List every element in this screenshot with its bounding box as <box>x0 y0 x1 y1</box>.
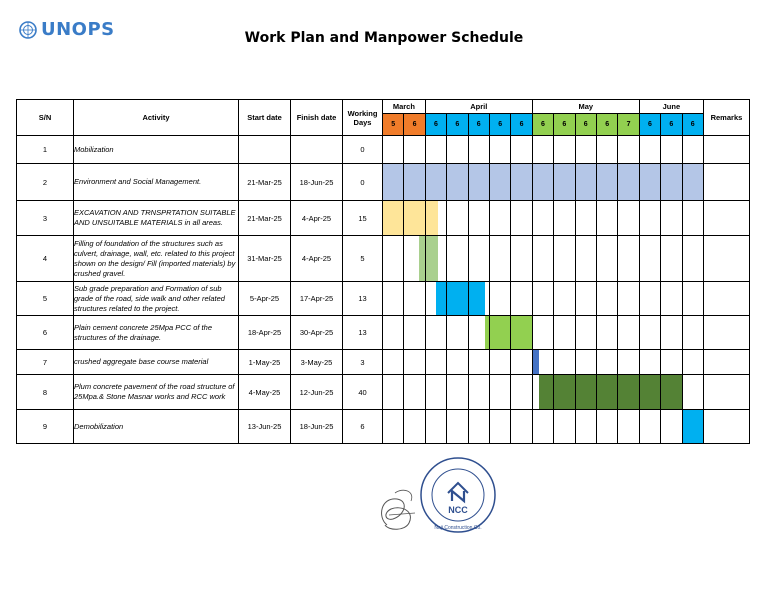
week-cell <box>682 201 703 236</box>
week-cell <box>404 282 425 316</box>
week-cell <box>489 316 510 350</box>
row-finish-date <box>291 136 343 164</box>
week-cell <box>447 375 468 410</box>
week-cell <box>661 136 682 164</box>
row-sn: 4 <box>17 236 74 282</box>
week-cell <box>618 236 639 282</box>
week-cell <box>447 136 468 164</box>
week-cell <box>383 316 404 350</box>
week-header: 6 <box>532 114 553 136</box>
week-cell <box>404 136 425 164</box>
gantt-bar <box>426 201 438 235</box>
week-cell <box>554 282 575 316</box>
week-cell <box>554 201 575 236</box>
week-cell <box>661 350 682 375</box>
row-remarks <box>703 375 749 410</box>
gantt-bar <box>618 164 638 200</box>
row-finish-date: 4-Apr-25 <box>291 236 343 282</box>
gantt-bar <box>576 375 596 409</box>
week-cell <box>447 282 468 316</box>
table-row <box>17 410 750 444</box>
row-working-days: 5 <box>343 236 383 282</box>
week-header: 5 <box>383 114 404 136</box>
week-cell <box>554 164 575 201</box>
gantt-bar <box>447 164 467 200</box>
row-finish-date: 3-May-25 <box>291 350 343 375</box>
week-cell <box>596 350 617 375</box>
week-cell <box>618 201 639 236</box>
week-cell <box>661 316 682 350</box>
row-finish-date: 18-Jun-25 <box>291 410 343 444</box>
row-working-days: 13 <box>343 316 383 350</box>
gantt-bar <box>640 375 660 409</box>
row-sn: 6 <box>17 316 74 350</box>
week-cell <box>554 350 575 375</box>
week-cell <box>532 350 553 375</box>
week-cell <box>468 201 489 236</box>
week-cell <box>618 410 639 444</box>
row-start-date: 31-Mar-25 <box>239 236 291 282</box>
week-cell <box>511 316 532 350</box>
week-cell <box>489 282 510 316</box>
gantt-bar <box>511 316 531 349</box>
week-cell <box>425 236 446 282</box>
week-cell <box>511 236 532 282</box>
week-cell <box>468 375 489 410</box>
week-cell <box>661 201 682 236</box>
week-cell <box>575 201 596 236</box>
week-cell <box>468 350 489 375</box>
row-remarks <box>703 236 749 282</box>
svg-text:NCC: NCC <box>448 505 468 515</box>
week-cell <box>383 375 404 410</box>
week-cell <box>554 375 575 410</box>
table-row <box>17 375 750 410</box>
week-cell <box>639 316 660 350</box>
week-header: 6 <box>575 114 596 136</box>
month-header: March <box>383 100 426 114</box>
week-cell <box>511 282 532 316</box>
header-working-days: Working Days <box>343 100 383 136</box>
week-cell <box>468 164 489 201</box>
week-header: 6 <box>596 114 617 136</box>
week-cell <box>575 410 596 444</box>
week-header: 6 <box>511 114 532 136</box>
week-cell <box>682 236 703 282</box>
week-cell <box>682 375 703 410</box>
gantt-bar <box>383 164 403 200</box>
week-cell <box>447 201 468 236</box>
week-cell <box>532 236 553 282</box>
week-cell <box>532 410 553 444</box>
gantt-bar <box>661 375 681 409</box>
header-finish-date: Finish date <box>291 100 343 136</box>
week-cell <box>639 375 660 410</box>
week-cell <box>682 164 703 201</box>
week-header: 6 <box>425 114 446 136</box>
week-cell <box>554 316 575 350</box>
week-cell <box>639 164 660 201</box>
week-cell <box>575 282 596 316</box>
week-cell <box>447 236 468 282</box>
week-cell <box>468 136 489 164</box>
row-finish-date: 18-Jun-25 <box>291 164 343 201</box>
org-name: UNOPS <box>41 19 115 40</box>
work-plan-table <box>16 99 750 444</box>
row-activity: crushed aggregate base course material <box>74 350 239 375</box>
row-finish-date: 4-Apr-25 <box>291 201 343 236</box>
week-cell <box>596 282 617 316</box>
week-cell <box>383 282 404 316</box>
week-cell <box>661 410 682 444</box>
row-sn: 3 <box>17 201 74 236</box>
week-header: 6 <box>554 114 575 136</box>
week-cell <box>511 350 532 375</box>
row-sn: 2 <box>17 164 74 201</box>
week-cell <box>639 350 660 375</box>
week-cell <box>404 201 425 236</box>
week-cell <box>661 164 682 201</box>
company-seal <box>418 455 498 535</box>
row-working-days: 6 <box>343 410 383 444</box>
week-cell <box>404 316 425 350</box>
header-activity: Activity <box>74 100 239 136</box>
week-cell <box>511 201 532 236</box>
week-cell <box>404 164 425 201</box>
week-cell <box>383 164 404 201</box>
week-cell <box>618 282 639 316</box>
gantt-bar <box>404 201 424 235</box>
gantt-bar <box>683 410 703 443</box>
table-row <box>17 164 750 201</box>
week-cell <box>425 282 446 316</box>
week-cell <box>447 410 468 444</box>
week-cell <box>468 282 489 316</box>
gantt-bar <box>490 164 510 200</box>
week-cell <box>618 350 639 375</box>
week-header: 6 <box>447 114 468 136</box>
week-cell <box>554 136 575 164</box>
row-finish-date: 12-Jun-25 <box>291 375 343 410</box>
week-header: 6 <box>682 114 703 136</box>
week-cell <box>383 136 404 164</box>
week-cell <box>447 164 468 201</box>
gantt-bar <box>533 350 539 374</box>
week-cell <box>596 375 617 410</box>
week-cell <box>575 136 596 164</box>
week-cell <box>639 410 660 444</box>
week-cell <box>682 350 703 375</box>
week-cell <box>447 350 468 375</box>
gantt-bar <box>469 282 485 315</box>
row-remarks <box>703 410 749 444</box>
row-activity: EXCAVATION AND TRNSPRTATION SUITABLE AND UNSUITABLE MATERIALS in all areas. <box>74 201 239 236</box>
week-cell <box>489 350 510 375</box>
week-cell <box>554 236 575 282</box>
week-cell <box>425 316 446 350</box>
row-start-date: 21-Mar-25 <box>239 164 291 201</box>
gantt-bar <box>640 164 660 200</box>
week-cell <box>618 136 639 164</box>
row-sn: 7 <box>17 350 74 375</box>
gantt-bar <box>618 375 638 409</box>
week-cell <box>532 282 553 316</box>
row-remarks <box>703 350 749 375</box>
gantt-bar <box>539 375 553 409</box>
gantt-bar <box>661 164 681 200</box>
week-cell <box>682 282 703 316</box>
week-header: 6 <box>404 114 425 136</box>
week-cell <box>661 236 682 282</box>
week-cell <box>596 201 617 236</box>
week-cell <box>596 316 617 350</box>
week-cell <box>639 201 660 236</box>
gantt-bar <box>511 164 531 200</box>
week-header: 6 <box>489 114 510 136</box>
week-cell <box>489 164 510 201</box>
week-cell <box>425 350 446 375</box>
table-row <box>17 136 750 164</box>
week-cell <box>489 201 510 236</box>
gantt-bar <box>533 164 553 200</box>
week-cell <box>554 410 575 444</box>
gantt-bar <box>426 164 446 200</box>
week-cell <box>425 410 446 444</box>
row-sn: 8 <box>17 375 74 410</box>
row-working-days: 13 <box>343 282 383 316</box>
gantt-bar <box>469 164 489 200</box>
week-cell <box>383 350 404 375</box>
week-cell <box>511 375 532 410</box>
week-cell <box>468 410 489 444</box>
gantt-bar <box>597 164 617 200</box>
row-working-days: 40 <box>343 375 383 410</box>
gantt-bar <box>576 164 596 200</box>
row-working-days: 0 <box>343 136 383 164</box>
week-cell <box>682 316 703 350</box>
gantt-bar <box>554 375 574 409</box>
week-cell <box>383 410 404 444</box>
table-row <box>17 236 750 282</box>
week-cell <box>575 316 596 350</box>
week-cell <box>596 164 617 201</box>
row-activity: Plain cement concrete 25Mpa PCC of the structures of the drainage. <box>74 316 239 350</box>
row-finish-date: 30-Apr-25 <box>291 316 343 350</box>
week-cell <box>489 236 510 282</box>
gantt-bar <box>597 375 617 409</box>
table-row <box>17 201 750 236</box>
row-start-date <box>239 136 291 164</box>
week-cell <box>511 410 532 444</box>
row-start-date: 1-May-25 <box>239 350 291 375</box>
row-remarks <box>703 201 749 236</box>
week-cell <box>425 201 446 236</box>
week-cell <box>404 410 425 444</box>
row-sn: 9 <box>17 410 74 444</box>
row-working-days: 3 <box>343 350 383 375</box>
week-cell <box>618 316 639 350</box>
week-cell <box>661 375 682 410</box>
month-header: May <box>532 100 639 114</box>
header-remarks: Remarks <box>703 100 749 136</box>
row-start-date: 5-Apr-25 <box>239 282 291 316</box>
table-row <box>17 282 750 316</box>
week-cell <box>639 282 660 316</box>
week-cell <box>682 136 703 164</box>
week-cell <box>596 136 617 164</box>
week-cell <box>511 164 532 201</box>
week-cell <box>682 410 703 444</box>
row-start-date: 18-Apr-25 <box>239 316 291 350</box>
row-remarks <box>703 136 749 164</box>
row-finish-date: 17-Apr-25 <box>291 282 343 316</box>
page-title: Work Plan and Manpower Schedule <box>244 30 524 46</box>
week-cell <box>511 136 532 164</box>
week-cell <box>425 136 446 164</box>
row-start-date: 4-May-25 <box>239 375 291 410</box>
gantt-bar <box>447 282 467 315</box>
gantt-bar <box>426 236 438 281</box>
row-remarks <box>703 164 749 201</box>
week-cell <box>532 164 553 201</box>
week-cell <box>575 375 596 410</box>
week-header: 6 <box>639 114 660 136</box>
week-cell <box>404 350 425 375</box>
week-header: 7 <box>618 114 639 136</box>
gantt-bar <box>419 236 425 281</box>
week-cell <box>532 201 553 236</box>
row-remarks <box>703 282 749 316</box>
gantt-bar <box>485 316 489 349</box>
week-cell <box>425 164 446 201</box>
svg-text:Naji Construction Co.: Naji Construction Co. <box>434 525 482 531</box>
week-cell <box>596 410 617 444</box>
week-cell <box>532 375 553 410</box>
week-cell <box>425 375 446 410</box>
week-cell <box>575 236 596 282</box>
week-cell <box>596 236 617 282</box>
row-activity: Plum concrete pavement of the road structure of 25Mpa.& Stone Masnar works and RCC work <box>74 375 239 410</box>
table-row <box>17 316 750 350</box>
week-cell <box>447 316 468 350</box>
header-sn: S/N <box>17 100 74 136</box>
week-cell <box>383 236 404 282</box>
gantt-bar <box>490 316 510 349</box>
row-activity: Mobilization <box>74 136 239 164</box>
week-cell <box>468 316 489 350</box>
week-header: 6 <box>661 114 682 136</box>
week-cell <box>383 201 404 236</box>
week-cell <box>489 136 510 164</box>
row-start-date: 13-Jun-25 <box>239 410 291 444</box>
week-cell <box>404 236 425 282</box>
row-activity: Filling of foundation of the structures such as culvert, drainage, wall, etc. related to this project shown on the design/ Fill (imported materials) by crushed gravel. <box>74 236 239 282</box>
week-cell <box>404 375 425 410</box>
gantt-bar <box>436 282 446 315</box>
week-cell <box>532 316 553 350</box>
week-cell <box>618 375 639 410</box>
gantt-bar <box>554 164 574 200</box>
gantt-bar <box>383 201 403 235</box>
row-working-days: 0 <box>343 164 383 201</box>
month-header: June <box>639 100 703 114</box>
row-activity: Sub grade preparation and Formation of sub grade of the road, side walk and other related structures related to the project. <box>74 282 239 316</box>
row-remarks <box>703 316 749 350</box>
row-sn: 1 <box>17 136 74 164</box>
gantt-bar <box>404 164 424 200</box>
gantt-bar <box>683 164 703 200</box>
week-cell <box>661 282 682 316</box>
row-working-days: 15 <box>343 201 383 236</box>
week-cell <box>575 164 596 201</box>
week-header: 6 <box>468 114 489 136</box>
week-cell <box>639 236 660 282</box>
week-cell <box>575 350 596 375</box>
row-activity: Environment and Social Management. <box>74 164 239 201</box>
week-cell <box>468 236 489 282</box>
header-start-date: Start date <box>239 100 291 136</box>
row-sn: 5 <box>17 282 74 316</box>
row-activity: Demobilization <box>74 410 239 444</box>
week-cell <box>489 375 510 410</box>
week-cell <box>618 164 639 201</box>
week-cell <box>639 136 660 164</box>
week-cell <box>532 136 553 164</box>
month-header: April <box>425 100 532 114</box>
row-start-date: 21-Mar-25 <box>239 201 291 236</box>
table-row <box>17 350 750 375</box>
week-cell <box>489 410 510 444</box>
